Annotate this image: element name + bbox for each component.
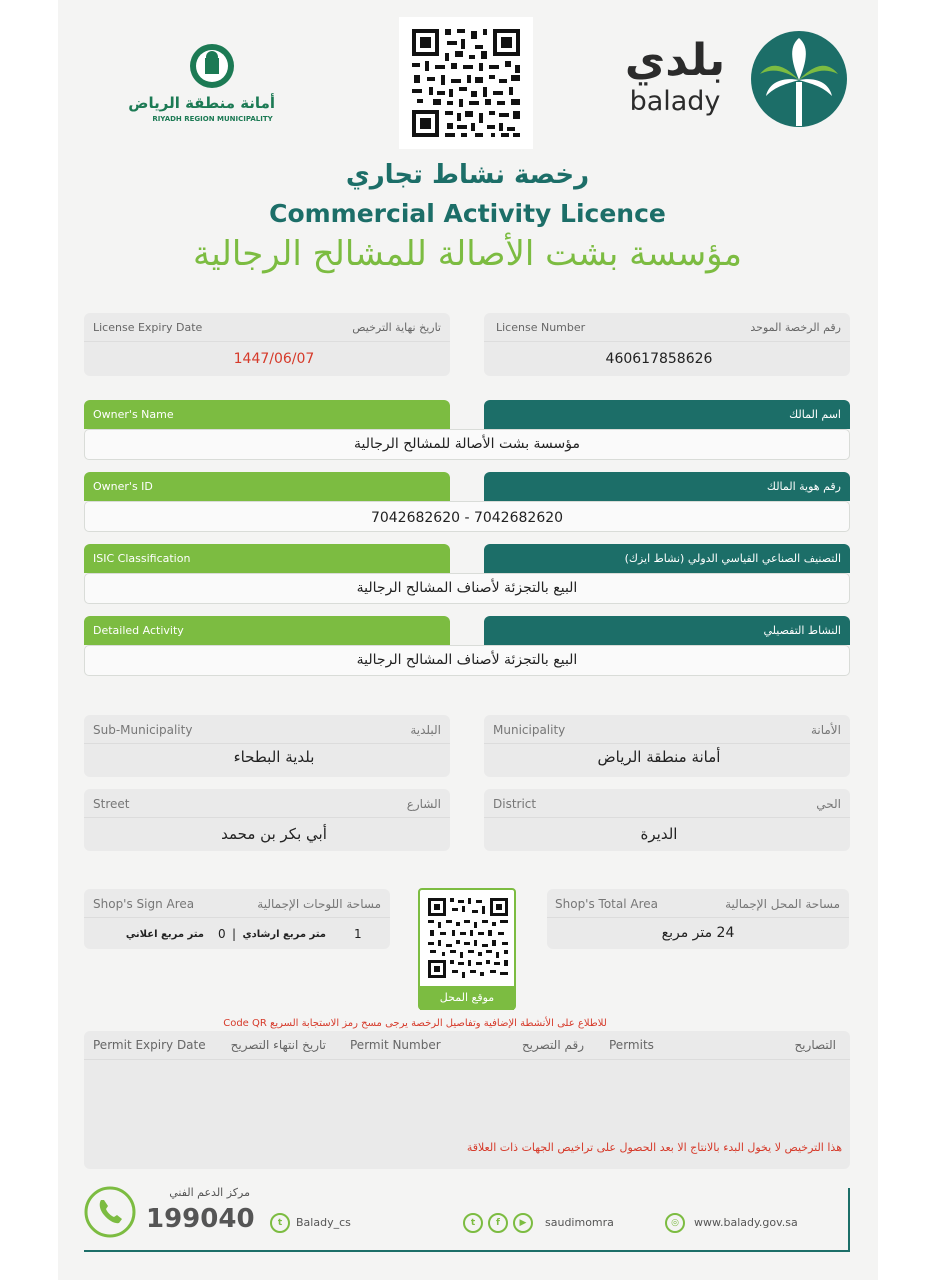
municipality-card: [484, 715, 850, 777]
sign-area-label-en: Shop's Sign Area: [93, 897, 195, 911]
owner-id-header-ar: [484, 472, 850, 501]
license-number-value: 460617858626: [605, 351, 713, 367]
license-expiry-label-en: License Expiry Date: [93, 321, 203, 334]
district-divider: [484, 817, 850, 818]
permits-disclaimer: هذا الترخيص لا يخول البدء بالانتاج الا بعد الحصول على تراخيص الجهات ذات العلاقة: [466, 1141, 842, 1154]
balady-logo-en: balady: [629, 86, 721, 117]
municipality-logo-en: RIYADH REGION MUNICIPALITY: [152, 115, 273, 123]
riyadh-municipality-logo: [128, 38, 275, 128]
sign-ad-count: 0: [218, 927, 226, 941]
district-value: الديرة: [640, 825, 678, 843]
shop-location-label: موقع المحل: [420, 986, 514, 1010]
shop-location-qr-code: [426, 896, 510, 980]
sub-municipality-label-en: Sub-Municipality: [93, 723, 193, 737]
isic-value: البيع بالتجزئة لأصناف المشالح الرجالية: [356, 580, 578, 596]
license-expiry-label-ar: تاريخ نهاية الترخيص: [352, 321, 441, 334]
owner-name-label-ar: اسم المالك: [789, 408, 841, 421]
detailed-activity-value-box: [84, 645, 850, 676]
twitter-handle[interactable]: Balady_cs: [296, 1216, 351, 1229]
owner-id-header-en: [84, 472, 450, 501]
youtube-icon[interactable]: ▶: [513, 1213, 533, 1233]
twitter-icon[interactable]: t: [270, 1213, 290, 1233]
isic-value-box: [84, 573, 850, 604]
isic-label-en: ISIC Classification: [93, 552, 191, 565]
twitter-icon[interactable]: t: [463, 1213, 483, 1233]
permits-table: [84, 1031, 850, 1169]
district-label-ar: الحي: [816, 797, 841, 811]
municipality-label-ar: الأمانة: [810, 723, 841, 737]
street-card: [84, 789, 450, 851]
owner-id-value-box: [84, 501, 850, 532]
licence-qr-code: [399, 17, 533, 149]
permits-label-en: Permits: [609, 1038, 654, 1052]
total-area-label-en: Shop's Total Area: [555, 897, 659, 911]
sub-municipality-card: [84, 715, 450, 777]
municipality-emblem-icon: [188, 42, 236, 90]
license-expiry-card: [84, 313, 450, 376]
sign-ad-unit: متر مربع اعلاني: [125, 929, 204, 940]
sign-area-divider: [84, 917, 390, 918]
permits-header-divider: [84, 1059, 850, 1060]
owner-name-value-box: [84, 429, 850, 460]
social-handle[interactable]: saudimomra: [545, 1216, 614, 1229]
detailed-activity-value: البيع بالتجزئة لأصناف المشالح الرجالية: [356, 652, 578, 668]
total-area-divider: [547, 917, 849, 918]
facebook-icon[interactable]: f: [488, 1213, 508, 1233]
total-area-value: 24 متر مربع: [661, 925, 735, 941]
website-link[interactable]: www.balady.gov.sa: [694, 1216, 798, 1229]
permit-expiry-label-ar: تاريخ انتهاء التصريح: [230, 1038, 326, 1052]
total-area-card: [547, 889, 849, 949]
sign-area-card: [84, 889, 390, 949]
business-name-title: مؤسسة بشت الأصالة للمشالح الرجالية: [193, 234, 742, 274]
title-ar: رخصة نشاط تجاري: [345, 160, 590, 190]
municipality-divider: [484, 743, 850, 744]
license-number-card: [484, 313, 850, 376]
title-en: Commercial Activity Licence: [269, 199, 666, 228]
district-card: [484, 789, 850, 851]
municipality-value: أمانة منطقة الرياض: [597, 748, 721, 766]
total-area-label-ar: مساحة المحل الإجمالية: [725, 897, 840, 911]
sign-area-label-ar: مساحة اللوحات الإجمالية: [257, 897, 381, 911]
support-number: 199040: [146, 1204, 255, 1234]
owner-id-label-ar: رقم هوية المالك: [766, 480, 841, 493]
sub-municipality-value: بلدية البطحاء: [233, 748, 315, 766]
municipality-logo-ar: أمانة منطقة الرياض: [128, 94, 275, 112]
street-label-en: Street: [93, 797, 130, 811]
detailed-activity-header-ar: [484, 616, 850, 645]
permit-number-label-en: Permit Number: [350, 1038, 441, 1052]
license-number-label-ar: رقم الرخصة الموحد: [750, 321, 841, 334]
isic-header-en: [84, 544, 450, 573]
owner-name-value: مؤسسة بشت الأصالة للمشالح الرجالية: [353, 436, 581, 452]
street-label-ar: الشارع: [406, 797, 441, 811]
owner-name-header-en: [84, 400, 450, 429]
district-label-en: District: [493, 797, 537, 811]
sub-municipality-label-ar: البلدية: [410, 723, 441, 737]
sub-municipality-divider: [84, 743, 450, 744]
permit-number-label-ar: رقم التصريح: [521, 1038, 584, 1052]
municipality-label-en: Municipality: [493, 723, 566, 737]
globe-icon[interactable]: ◎: [665, 1213, 685, 1233]
license-number-divider: [484, 341, 850, 342]
owner-id-value: 7042682620 - 7042682620: [370, 510, 564, 526]
sign-guide-count: 1: [354, 927, 362, 941]
phone-icon: [83, 1185, 137, 1239]
balady-logo-ar: بلدي: [624, 35, 726, 86]
detailed-activity-label-ar: النشاط التفصيلي: [763, 624, 841, 637]
license-number-label-en: License Number: [496, 321, 586, 334]
owner-name-label-en: Owner's Name: [93, 408, 174, 421]
owner-id-label-en: Owner's ID: [93, 480, 153, 493]
footer-divider-accent: [848, 1188, 850, 1252]
owner-name-header-ar: [484, 400, 850, 429]
qr-note: للاطلاع على الأنشطة الإضافية وتفاصيل الرخصة يرجى مسح رمز الاستجابة السريع Code QR: [223, 1018, 607, 1029]
permits-label-ar: التصاريح: [794, 1038, 836, 1052]
sign-separator: |: [232, 927, 237, 941]
license-expiry-divider: [84, 341, 450, 342]
shop-location-qr-card: [418, 888, 516, 1010]
detailed-activity-label-en: Detailed Activity: [93, 624, 184, 637]
palm-tree-icon: [750, 30, 848, 128]
footer-divider: [84, 1250, 850, 1252]
detailed-activity-header-en: [84, 616, 450, 645]
sign-guide-unit: متر مربع ارشادي: [242, 929, 326, 940]
street-divider: [84, 817, 450, 818]
street-value: أبي بكر بن محمد: [221, 825, 327, 843]
isic-header-ar: [484, 544, 850, 573]
license-expiry-value: 1447/06/07: [233, 351, 315, 367]
balady-logo: [612, 30, 852, 130]
support-label: مركز الدعم الفني: [169, 1186, 250, 1199]
isic-label-ar: التصنيف الصناعي القياسي الدولي (نشاط ايزك): [624, 552, 841, 565]
permit-expiry-label-en: Permit Expiry Date: [93, 1038, 206, 1052]
